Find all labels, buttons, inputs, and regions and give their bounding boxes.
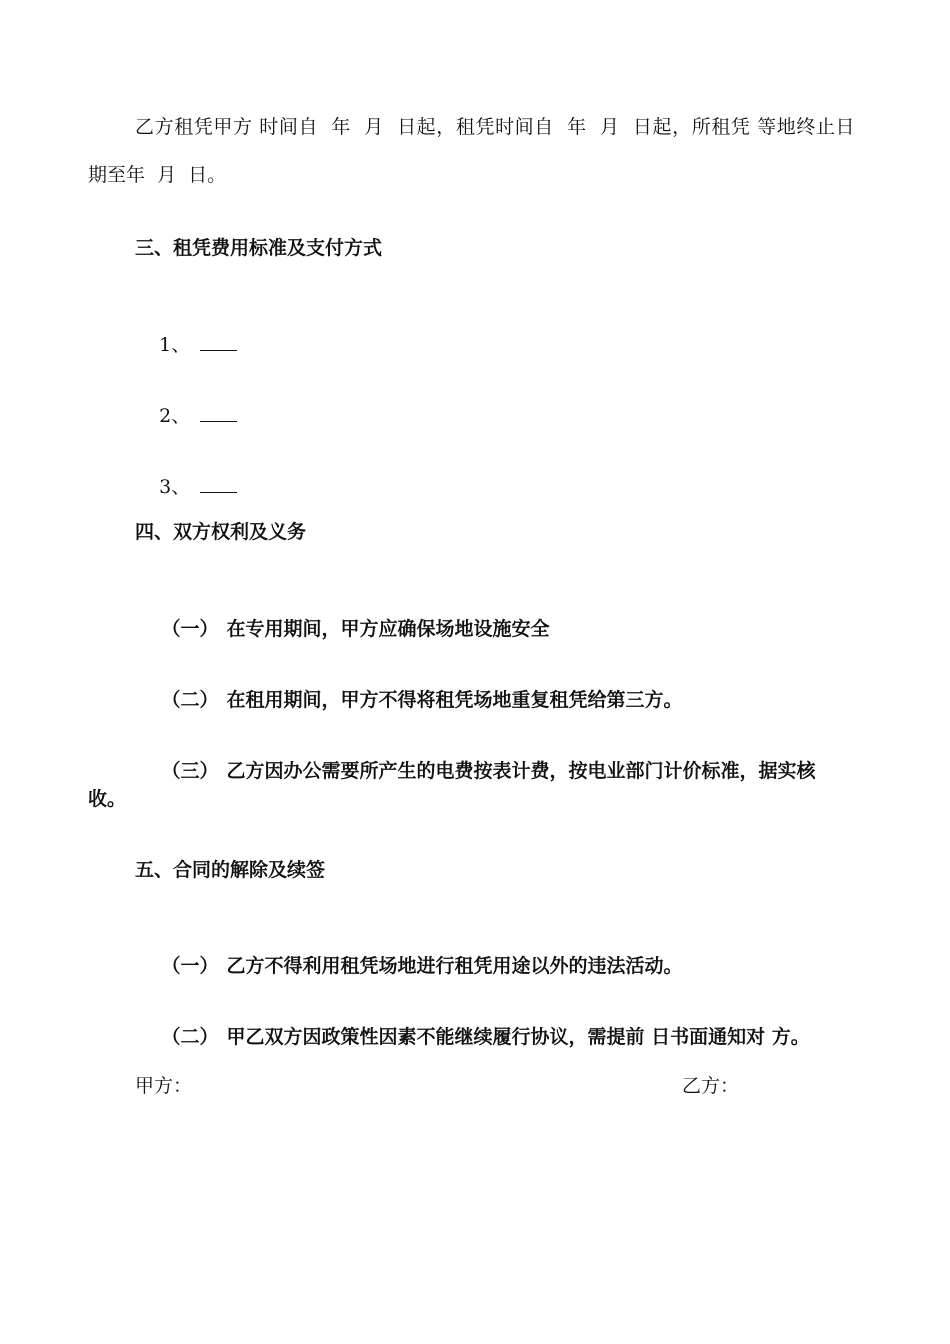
termination-item-2: [135, 1001, 810, 1073]
item-marker: （三）: [161, 760, 219, 782]
rental-period-text-line-2: 期至年 月 日。: [88, 164, 227, 186]
fill-in-blank[interactable]: [200, 333, 237, 351]
item-text: 在专用期间，甲方应确保场地设施安全: [226, 618, 550, 640]
fill-in-blank[interactable]: [200, 475, 237, 493]
fee-item-1: [135, 309, 237, 381]
rights-item-2: [135, 664, 683, 736]
item-marker: （二）: [161, 1026, 219, 1048]
item-text: 在租用期间，甲方不得将租凭场地重复租凭给第三方。: [226, 689, 683, 711]
rights-item-3: [135, 735, 816, 807]
item-marker: （一）: [161, 955, 219, 977]
fee-item-2: [135, 380, 237, 452]
party-a-signature-label: 甲方：: [135, 1075, 193, 1097]
termination-item-1: [135, 930, 683, 1002]
item-marker: （二）: [161, 689, 219, 711]
rights-item-1: [135, 593, 550, 665]
item-text: 甲乙双方因政策性因素不能继续履行协议，需提前 日书面通知对 方。: [226, 1026, 810, 1048]
party-b-signature-label: 乙方：: [682, 1075, 740, 1097]
item-text: 乙方不得利用租凭场地进行租凭用途以外的违法活动。: [226, 955, 683, 977]
rights-item-3-continuation: 收。: [88, 788, 127, 810]
fee-item-number: 2、: [159, 405, 191, 427]
fill-in-blank[interactable]: [200, 404, 237, 422]
fee-item-3: [135, 451, 237, 523]
item-text: 乙方因办公需要所产生的电费按表计费，按电业部门计价标准，据实核: [226, 760, 816, 782]
fee-item-number: 3、: [159, 476, 191, 498]
section-five-heading: 五、合同的解除及续签: [135, 859, 326, 881]
rental-period-text-line-1: 乙方租凭甲方 时间自 年 月 日起，租凭时间自 年 月 日起，所租凭 等地终止日: [135, 116, 856, 138]
fee-item-number: 1、: [159, 334, 191, 356]
item-marker: （一）: [161, 618, 219, 640]
section-four-heading: 四、双方权利及义务: [135, 521, 307, 543]
section-three-heading: 三、租凭费用标准及支付方式: [135, 237, 383, 259]
